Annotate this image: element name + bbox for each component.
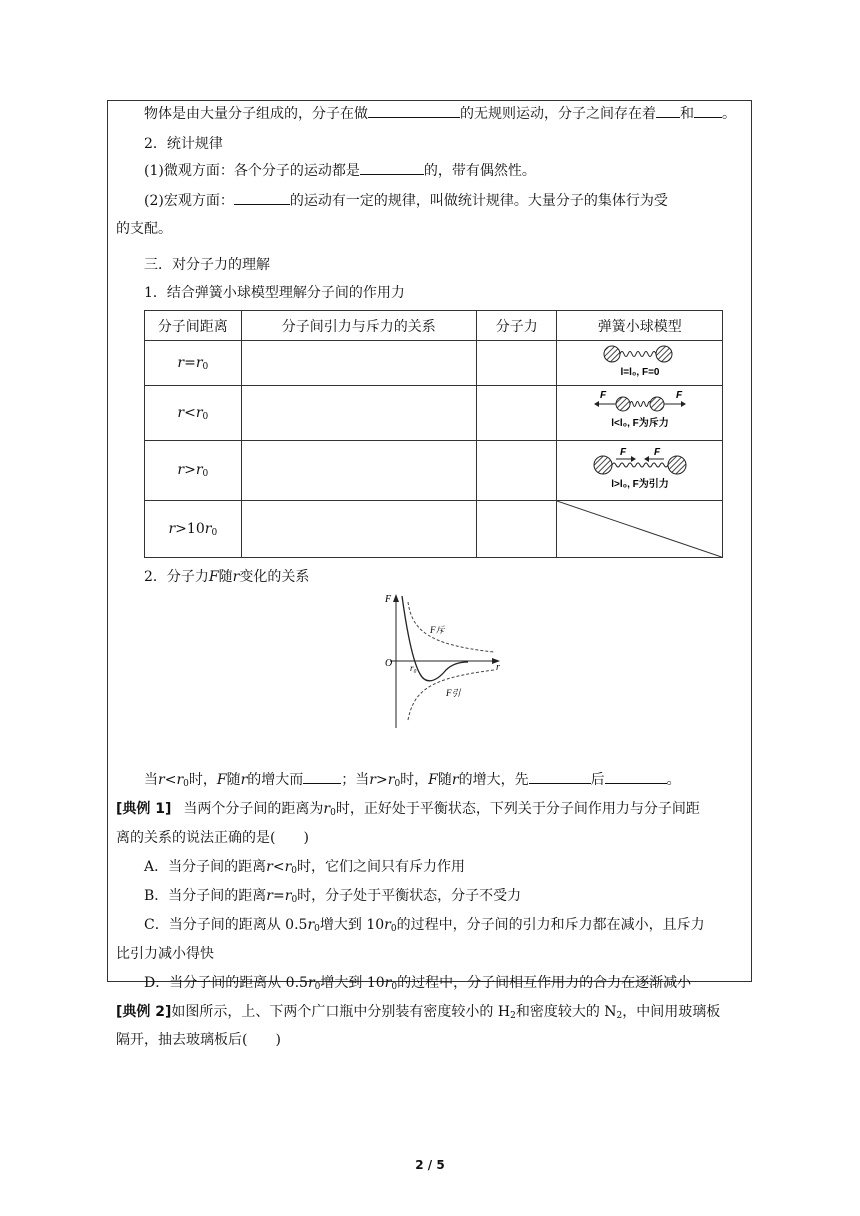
- item-1-heading: 1．结合弹簧小球模型理解分子间的作用力: [144, 285, 405, 301]
- svg-text:l=l₀, F=0: l=l₀, F=0: [620, 367, 660, 378]
- header-relation: 分子间引力与斥力的关系: [241, 311, 476, 341]
- graph-question-line: 当$r<r_0$时，F随r的增大而 ；当$r>r_0$时，F随r的增大，先 后 。: [144, 772, 681, 789]
- molecular-force-table: [144, 310, 723, 558]
- force-cell[interactable]: [476, 341, 557, 386]
- header-distance: 分子间距离: [145, 311, 242, 341]
- blank[interactable]: [656, 104, 680, 118]
- blank[interactable]: [529, 770, 591, 784]
- table-header-row: [145, 311, 723, 341]
- example-1-tag: [典例 1]: [116, 801, 172, 817]
- example-2-stem: [典例 2]如图所示，上、下两个广口瓶中分别装有密度较小的 $H_2$和密度较大的 $N_2$，中间用玻璃板: [116, 1004, 721, 1021]
- stat-heading: 2．统计规律: [144, 136, 223, 152]
- origin-label: O: [385, 658, 393, 669]
- diagonal-line: [557, 501, 722, 557]
- svg-text:F: F: [653, 446, 660, 458]
- r0-label: r₀: [410, 663, 417, 673]
- blank[interactable]: [360, 161, 424, 175]
- force-cell[interactable]: [476, 501, 557, 558]
- macro-line: (2)宏观方面： 的运动有一定的规律，叫做统计规律。大量分子的集体行为受: [144, 193, 668, 209]
- blank[interactable]: [303, 770, 341, 784]
- svg-text:F: F: [675, 390, 682, 401]
- empty-diagonal-cell: [557, 501, 723, 558]
- force-cell[interactable]: [476, 386, 557, 441]
- relation-cell[interactable]: [241, 501, 476, 558]
- header-model: 弹簧小球模型: [557, 311, 723, 341]
- blank[interactable]: [694, 104, 722, 118]
- table-row: [145, 501, 723, 558]
- page-number: 2 / 5: [415, 1158, 445, 1172]
- distance-cell: $r=r_0$: [145, 341, 242, 386]
- table-row: [145, 441, 723, 501]
- x-axis-label: r: [496, 662, 500, 673]
- relation-cell[interactable]: [241, 441, 476, 501]
- macro-line-cont: 的支配。: [116, 221, 172, 237]
- relation-cell[interactable]: [241, 341, 476, 386]
- intro-line: 物体是由大量分子组成的，分子在做 的无规则运动，分子之间存在着 和 。: [144, 106, 736, 122]
- relation-cell[interactable]: [241, 386, 476, 441]
- svg-text:l>l₀, F为引力: l>l₀, F为引力: [610, 478, 669, 490]
- spring-model-cell: [557, 441, 723, 501]
- option-b[interactable]: B．当分子间的距离$r=r_0$时，分子处于平衡状态，分子不受力: [144, 888, 522, 905]
- svg-text:F: F: [619, 446, 626, 458]
- example-2-stem-cont: 隔开，抽去玻璃板后( ): [116, 1032, 281, 1048]
- distance-cell: $r>10r_0$: [145, 501, 242, 558]
- item-2-heading: 2．分子力F随r变化的关系: [144, 569, 310, 585]
- svg-text:F: F: [599, 390, 606, 401]
- spring-stretched-icon: [590, 446, 690, 492]
- example-1-stem: [典例 1] 当两个分子间的距离为$r_0$时，正好处于平衡状态，下列关于分子间作用力与分子间距: [116, 801, 700, 818]
- force-cell[interactable]: [476, 441, 557, 501]
- spring-model-cell: [557, 341, 723, 386]
- option-c-cont: 比引力减小得快: [116, 946, 214, 962]
- y-axis-label: F: [385, 594, 392, 605]
- spring-model-cell: [557, 386, 723, 441]
- blank[interactable]: [368, 104, 460, 118]
- blank[interactable]: [605, 770, 667, 784]
- example-2-tag: [典例 2]: [116, 1004, 172, 1020]
- table-row: [145, 386, 723, 441]
- option-c[interactable]: C．当分子间的距离从 $0.5r_0$增大到 $10r_0$的过程中，分子间的引力和斥力都在减小，且斥力: [144, 917, 705, 934]
- option-d[interactable]: D．当分子间的距离从 $0.5r_0$增大到 $10r_0$的过程中，分子间相互作用力的合力在逐渐减小: [144, 975, 692, 992]
- distance-cell: $r>r_0$: [145, 441, 242, 501]
- attraction-label: F引: [446, 688, 461, 698]
- spring-compressed-icon: [590, 389, 690, 433]
- example-1-stem-cont: 离的关系的说法正确的是( ): [116, 830, 309, 846]
- svg-text:l<l₀, F为斥力: l<l₀, F为斥力: [610, 418, 669, 429]
- blank[interactable]: [234, 191, 290, 205]
- section-3-heading: 三．对分子力的理解: [144, 257, 270, 273]
- force-distance-graph: [368, 590, 508, 730]
- repulsion-label: F斥: [430, 625, 445, 635]
- table-row: [145, 341, 723, 386]
- micro-line: (1)微观方面：各个分子的运动都是 的，带有偶然性。: [144, 163, 536, 179]
- option-a[interactable]: A．当分子间的距离$r<r_0$时，它们之间只有斥力作用: [144, 859, 465, 876]
- spring-equilibrium-icon: [590, 342, 690, 380]
- header-force: 分子力: [476, 311, 557, 341]
- distance-cell: $r<r_0$: [145, 386, 242, 441]
